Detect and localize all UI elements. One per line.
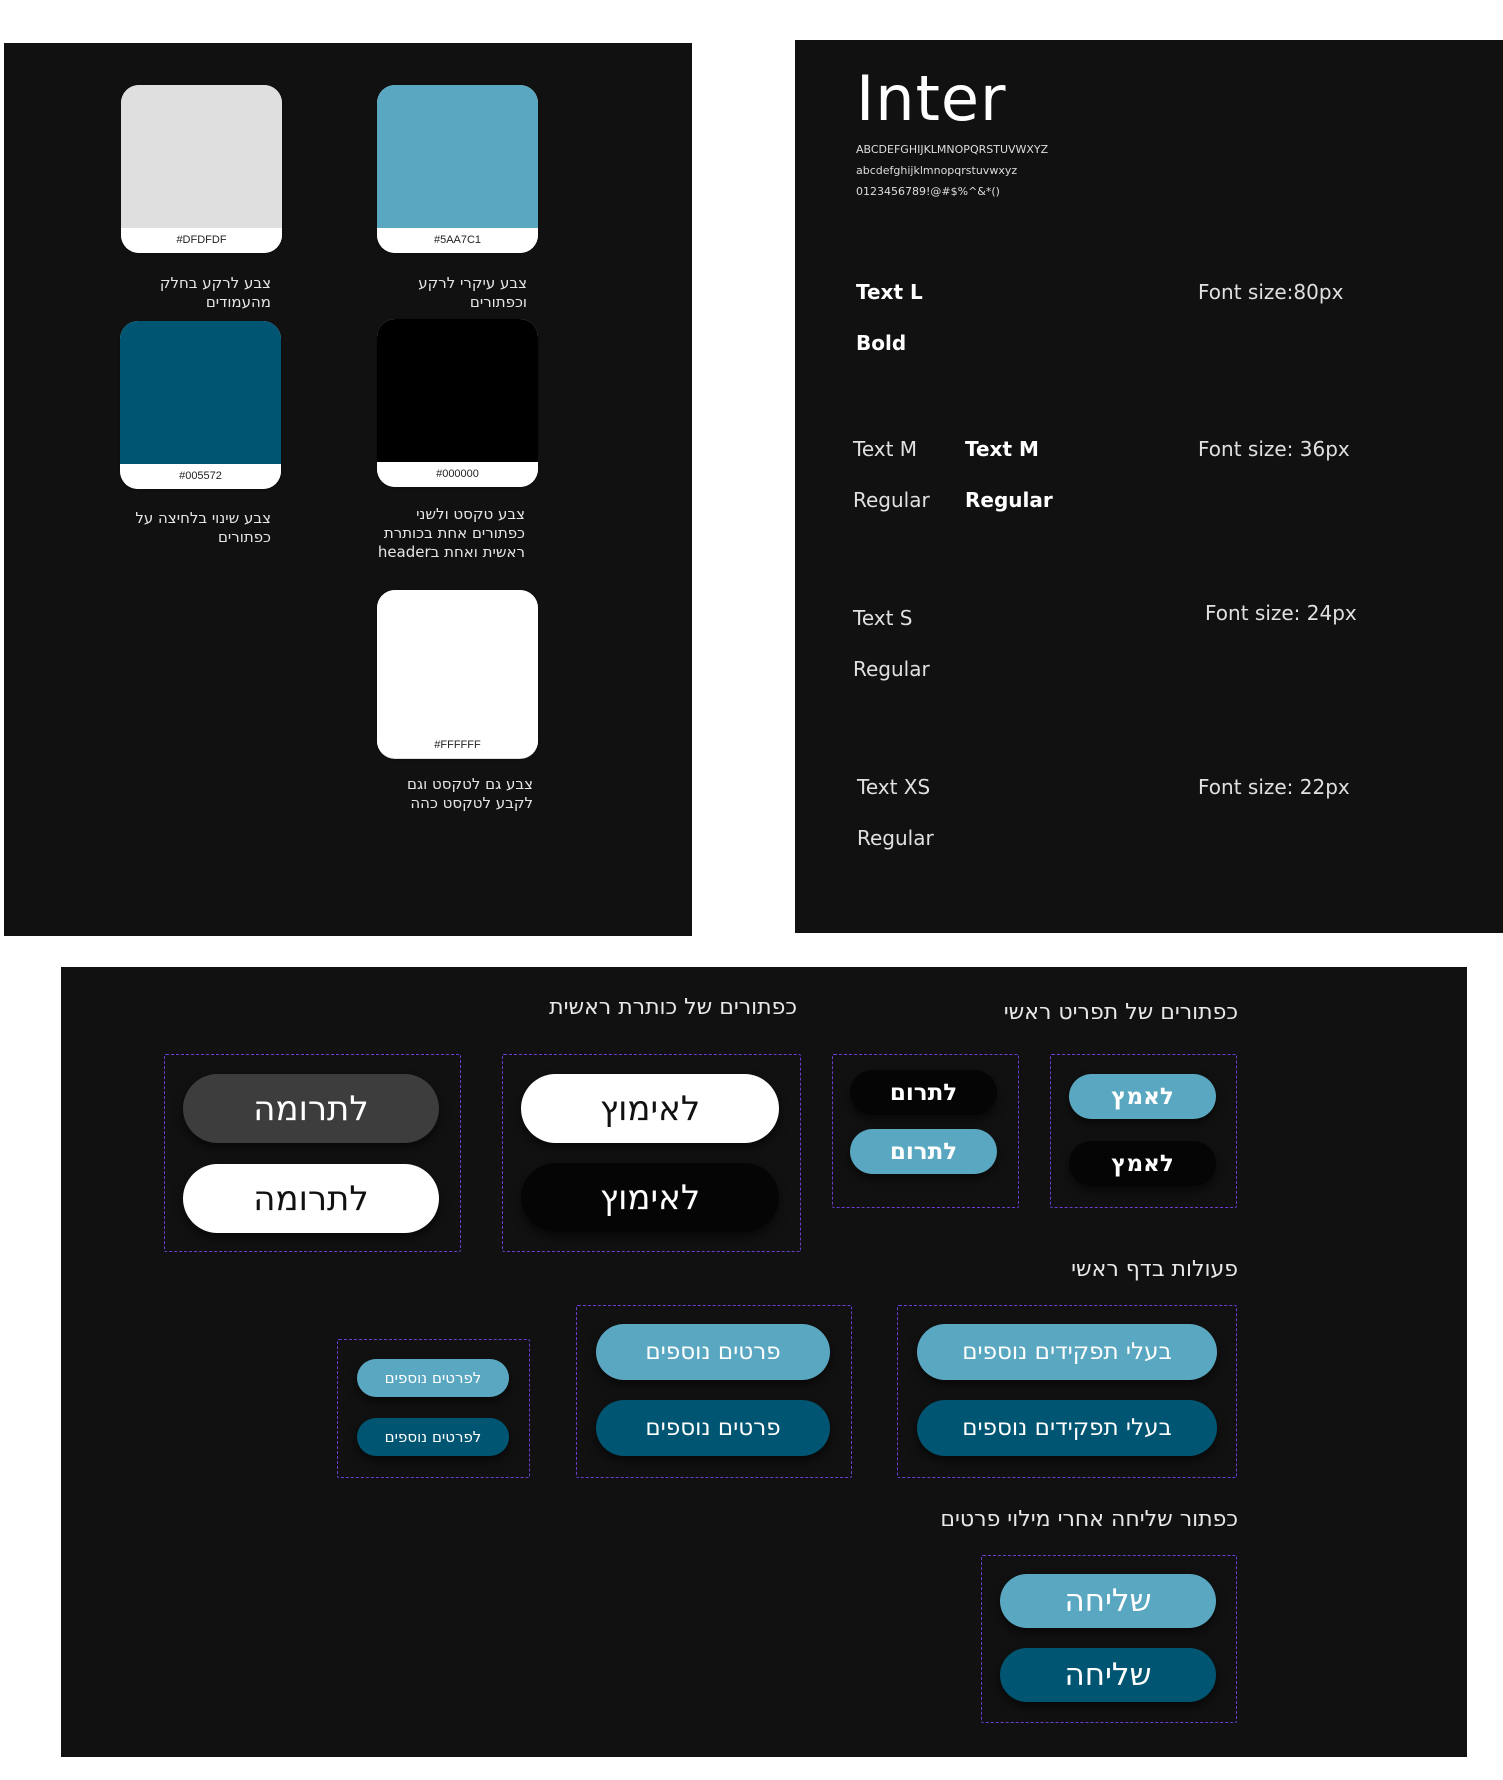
text-m-bold-label: Text M (965, 437, 1039, 461)
section-title-home-actions: פעולות בדף ראשי (1071, 1257, 1238, 1282)
text-s-label: Text S (853, 606, 913, 630)
section-title-submit: כפתור שליחה אחרי מילוי פרטים (940, 1507, 1238, 1532)
lowercase-glyphs: abcdefghijklmnopqrstuvwxyz (856, 164, 1018, 177)
swatch-hex: #FFFFFF (377, 733, 538, 758)
color-swatch-5aa7c1 (377, 85, 538, 253)
group-main-menu-donate (832, 1054, 1019, 1208)
color-palette-panel (4, 43, 692, 936)
text-xs-weight: Regular (857, 826, 934, 850)
swatch-fill (120, 321, 281, 464)
swatch-hex: #DFDFDF (121, 228, 282, 253)
color-swatch-000000 (377, 319, 538, 487)
group-main-menu-adopt (1050, 1054, 1237, 1208)
send-button-pressed[interactable]: שליחה (1000, 1648, 1216, 1702)
text-xs-label: Text XS (857, 775, 931, 799)
text-l-label: Text L (856, 280, 923, 304)
text-xs-size: Font size: 22px (1198, 775, 1350, 799)
color-swatch-dfdfdf (121, 85, 282, 253)
text-m-size: Font size: 36px (1198, 437, 1350, 461)
typography-panel (795, 40, 1503, 933)
swatch-hex: #000000 (377, 462, 538, 487)
buttons-panel (61, 967, 1467, 1757)
section-title-main-menu: כפתורים של תפריט ראשי (1003, 1000, 1238, 1025)
group-main-header-adoption (502, 1054, 801, 1252)
uppercase-glyphs: ABCDEFGHIJKLMNOPQRSTUVWXYZ (856, 143, 1049, 156)
more-details-button[interactable]: פרטים נוספים (596, 1324, 830, 1380)
swatch-fill (377, 590, 538, 734)
swatch-description: צבע לרקע בחלק מהעמודים (159, 274, 271, 311)
group-home-details-small (337, 1339, 530, 1478)
swatch-fill (121, 85, 282, 228)
donation-button-gray[interactable]: לתרומה (183, 1074, 439, 1143)
more-roles-button[interactable]: בעלי תפקידים נוספים (917, 1324, 1217, 1380)
group-submit (981, 1555, 1237, 1723)
text-m-weight: Regular (853, 488, 930, 512)
group-home-roles (897, 1305, 1237, 1478)
donation-button-light[interactable]: לתרומה (183, 1164, 439, 1233)
group-home-details (576, 1305, 852, 1478)
swatch-description: צבע גם לטקסט וגם לקבע לטקסט כהה (407, 775, 533, 812)
text-s-weight: Regular (853, 657, 930, 681)
adoption-button-dark[interactable]: לאימוץ (521, 1163, 779, 1232)
more-details-button-pressed[interactable]: פרטים נוספים (596, 1400, 830, 1456)
adoption-button-light[interactable]: לאימוץ (521, 1074, 779, 1143)
swatch-hex: #5AA7C1 (377, 228, 538, 253)
color-swatch-005572 (120, 321, 281, 489)
color-swatch-ffffff (377, 590, 538, 759)
swatch-description: צבע טקסט ולשני כפתורים אחת בכותרת ראשית ואחת בheader (377, 505, 525, 561)
swatch-fill (377, 319, 538, 462)
group-main-header-donation (164, 1054, 461, 1252)
text-l-weight: Bold (856, 331, 907, 355)
digit-glyphs: 0123456789!@#$%^&*() (856, 185, 1000, 198)
more-details-small-button[interactable]: לפרטים נוספים (357, 1359, 509, 1397)
text-l-size: Font size:80px (1198, 280, 1344, 304)
section-title-main-header: כפתורים של כותרת ראשית (549, 995, 797, 1020)
more-roles-button-pressed[interactable]: בעלי תפקידים נוספים (917, 1400, 1217, 1456)
adopt-button[interactable]: לאמץ (1069, 1074, 1216, 1119)
donate-button[interactable]: לתרום (850, 1129, 997, 1174)
adopt-button-dark[interactable]: לאמץ (1069, 1141, 1216, 1186)
swatch-description: צבע עיקרי לרקע וכפתורים (418, 274, 527, 311)
donate-button-dark[interactable]: לתרום (850, 1070, 997, 1115)
font-name: Inter (856, 62, 1007, 135)
text-s-size: Font size: 24px (1205, 601, 1357, 625)
text-m-label: Text M (853, 437, 918, 461)
swatch-fill (377, 85, 538, 228)
more-details-small-button-pressed[interactable]: לפרטים נוספים (357, 1418, 509, 1456)
swatch-description: צבע שינוי בלחיצה על כפתורים (135, 509, 271, 546)
send-button[interactable]: שליחה (1000, 1574, 1216, 1628)
swatch-hex: #005572 (120, 464, 281, 489)
text-m-bold-weight: Regular (965, 488, 1053, 512)
